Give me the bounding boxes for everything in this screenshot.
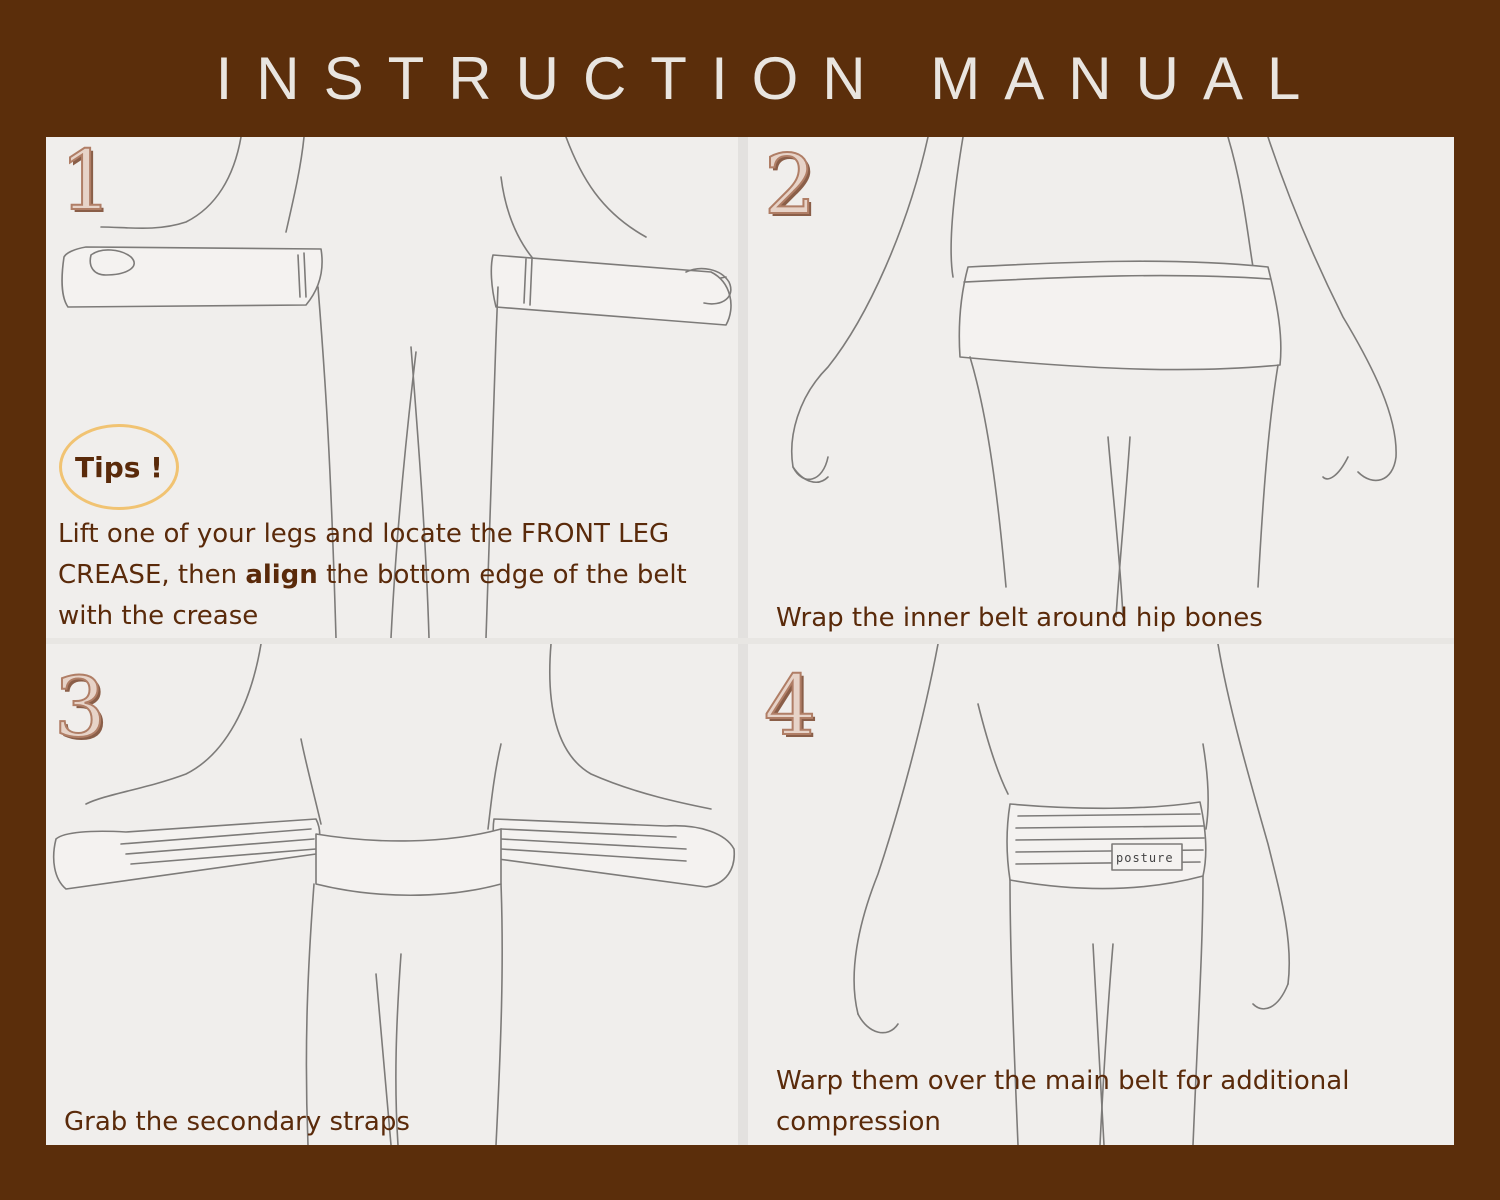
pulling-straps-illustration bbox=[46, 644, 738, 1145]
step-number: 4 bbox=[764, 659, 817, 754]
step-number: 3 bbox=[54, 661, 107, 756]
page-title: INSTRUCTION MANUAL bbox=[215, 45, 1325, 112]
step-1-caption bbox=[58, 514, 728, 637]
step-number: 1 bbox=[60, 137, 113, 229]
caption-text: Lift one of your legs and locate the FRONT LEG CREASE, then bbox=[58, 519, 670, 590]
caption-emphasis: align bbox=[245, 560, 318, 590]
step-3-caption: Grab the secondary straps bbox=[64, 1107, 410, 1137]
step-2-panel bbox=[748, 137, 1454, 638]
step-3-panel bbox=[46, 644, 738, 1145]
caption-text: the bottom edge of the belt with the crease bbox=[58, 560, 687, 631]
belt-around-hips-illustration bbox=[748, 137, 1454, 638]
step-number: 2 bbox=[764, 138, 817, 233]
step-4-caption: Warp them over the main belt for additional compression bbox=[776, 1066, 1350, 1137]
step-2-caption: Wrap the inner belt around hip bones bbox=[776, 603, 1263, 633]
brand-tag: posture bbox=[1116, 851, 1174, 865]
tips-badge: Tips ! bbox=[59, 424, 179, 510]
